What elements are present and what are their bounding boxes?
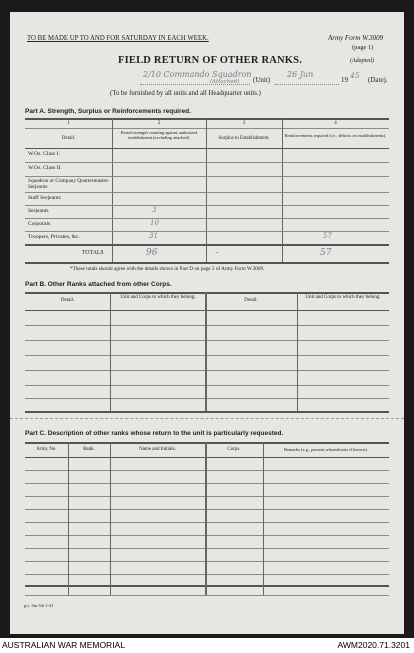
date-line: [275, 84, 339, 85]
row-wo-class-2: W.Os. Class II.: [28, 165, 62, 171]
header-bottom-rule: [25, 148, 389, 149]
row-rule-2: [25, 176, 389, 177]
part-c-row-3: [25, 496, 389, 497]
part-c-vline-2: [110, 442, 111, 595]
adapted-note: (Adapted): [350, 58, 374, 64]
part-a-vline-1: [112, 118, 113, 263]
form-id: Army Form W.3009: [328, 34, 384, 42]
total-surplus: -: [216, 250, 218, 256]
part-b-vline-2: [205, 292, 207, 411]
part-b-header-unit-1: Unit and Corps to which they belong.: [120, 295, 196, 300]
page-ref: (page 1): [352, 44, 374, 51]
part-c-extra-rule: [25, 595, 389, 596]
row-rule-6: [25, 231, 389, 232]
part-c-title: Part C. Description of other ranks whose return to the unit is particularly requested.: [25, 430, 284, 437]
part-b-row-3: [25, 355, 389, 356]
part-c-header-corps: Corps.: [227, 447, 241, 452]
part-c-vline-4: [263, 442, 264, 595]
handwritten-unit-sub: (Attached): [210, 79, 240, 85]
part-c-row-7: [25, 548, 389, 549]
part-a-vline-2: [206, 118, 207, 263]
part-b-row-4: [25, 370, 389, 371]
part-c-row-8: [25, 561, 389, 562]
part-c-row-5: [25, 522, 389, 523]
val-troopers-reinf: 57: [323, 232, 332, 240]
col-num-3: 3: [242, 121, 246, 126]
row-serjeants: Serjeants: [28, 208, 49, 214]
part-b-header-unit-2: Unit and Corps to which they belong.: [305, 295, 381, 300]
row-corporals: Corporals: [28, 221, 51, 227]
totals-bottom-rule: [25, 262, 389, 264]
part-c-row-2: [25, 483, 389, 484]
part-b-vline-3: [297, 292, 298, 411]
form-page: [10, 12, 404, 634]
total-posted: 96: [146, 248, 158, 258]
part-a-vline-3: [282, 118, 283, 263]
printer-mark: g.s. 3m 5th 1-41: [24, 603, 54, 608]
part-c-header-rank: Rank.: [83, 447, 95, 452]
part-b-row-1: [25, 325, 389, 326]
header-detail: Detail.: [61, 136, 76, 141]
row-wo-class-1: W.Os. Class I.: [28, 151, 60, 157]
part-c-header-army-no: Army No.: [36, 447, 57, 452]
part-b-header-rule: [25, 310, 389, 311]
part-b-row-2: [25, 340, 389, 341]
archive-footer: [0, 638, 414, 653]
row-staff-serjeants: Staff Serjeants: [28, 195, 61, 201]
part-b-header-detail-1: Detail.: [60, 298, 75, 303]
part-a-top-rule: [25, 118, 389, 120]
header-posted-strength: Posted strength counting against authorized establishment (excluding attached).: [120, 130, 198, 140]
part-c-header-name: Name and Initials.: [139, 447, 176, 452]
part-c-row-4: [25, 509, 389, 510]
part-c-top-rule: [25, 442, 389, 444]
row-rule-3: [25, 192, 389, 193]
part-a-title: Part A. Strength, Surplus or Reinforcements required.: [25, 108, 191, 115]
handwritten-year: 45: [350, 71, 360, 80]
footer-accession: AWM2020.71.3201: [337, 640, 410, 650]
part-c-header-remarks: Remarks (e.g., present whereabouts if known).: [283, 447, 369, 452]
col-num-1: 1: [67, 121, 70, 126]
row-rule-5: [25, 218, 389, 219]
part-b-row-6: [25, 398, 389, 399]
header-sub-rule: [25, 128, 389, 129]
part-c-vline-3: [205, 442, 207, 595]
val-troopers: 31: [149, 232, 158, 240]
row-troopers: Troopers, Privates, &c.: [28, 234, 80, 240]
date-label: (Date).: [368, 76, 388, 84]
col-num-4: 4: [334, 121, 337, 126]
totals-top-rule: [25, 244, 389, 246]
part-b-top-rule: [25, 292, 389, 294]
furnished-note: (To be furnished by all units and all Headquarter units.): [110, 90, 261, 97]
totals-label: TOTALS: [82, 250, 104, 256]
fold-line: [10, 418, 404, 419]
top-instruction: TO BE MADE UP TO AND FOR SATURDAY IN EACH WEEK.: [27, 35, 209, 42]
year-prefix: 19: [341, 76, 348, 84]
handwritten-date: 26 Jun: [287, 70, 314, 79]
val-serjeants: 3: [152, 206, 157, 214]
part-b-bottom-rule: [25, 411, 389, 413]
header-surplus: Surplus to Establishment.: [218, 136, 270, 141]
part-b-vline-1: [110, 292, 111, 411]
part-b-header-detail-2: Detail.: [244, 298, 258, 303]
handwritten-unit: 2/10 Commando Squadron: [143, 70, 252, 79]
unit-label: (Unit): [253, 76, 271, 84]
part-b-row-5: [25, 385, 389, 386]
row-rule-1: [25, 162, 389, 163]
total-reinforcements: 57: [320, 248, 332, 258]
form-title: FIELD RETURN OF OTHER RANKS.: [118, 55, 303, 66]
part-c-row-1: [25, 470, 389, 471]
footer-institution: AUSTRALIAN WAR MEMORIAL: [2, 640, 125, 650]
col-num-2: 2: [157, 121, 161, 126]
part-c-row-9: [25, 574, 389, 575]
part-c-vline-1: [68, 442, 69, 595]
row-rule-4: [25, 205, 389, 206]
val-corporals: 10: [150, 219, 159, 227]
part-c-header-rule: [25, 457, 389, 458]
part-b-title: Part B. Other Ranks attached from other Corps.: [25, 281, 172, 288]
totals-footnote: *These totals should agree with the details shown in Part D on page 2 of Army Form W.3009.: [70, 266, 265, 272]
part-c-row-6: [25, 535, 389, 536]
row-sqms: Squadron or Company Quartermaster-Serjeants: [28, 178, 110, 190]
header-reinforcements: Reinforcements required (i.e., deficits on establishments).: [284, 133, 387, 138]
part-c-bottom-rule: [25, 585, 389, 587]
